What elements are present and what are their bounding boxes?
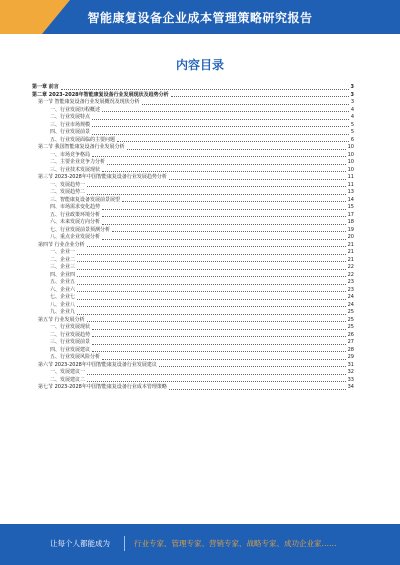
toc-entry-page: 11 [347,181,354,188]
toc-entry-page: 13 [347,189,354,195]
toc-entry-label: 八、重点企业发展分析 [50,234,101,240]
toc-entry-page: 27 [347,339,354,345]
toc-leader-dots [92,335,346,337]
toc-leader-dots [122,200,346,202]
toc-entry-page: 23 [347,286,354,293]
toc-entry[interactable] [32,264,354,272]
toc-entry-label: 第一章 前言 [32,84,59,90]
toc-entry-page: 22 [347,264,354,270]
toc-entry-page: 28 [347,346,354,353]
toc-entry[interactable] [32,114,354,122]
toc-entry[interactable] [32,369,354,377]
footer-divider [124,536,125,551]
toc-leader-dots [77,260,346,262]
toc-leader-dots [107,163,346,165]
toc-leader-dots [92,155,346,157]
toc-leader-dots [87,245,346,247]
toc-entry-page: 24 [347,294,354,300]
toc-entry-label: 第二章 2023-2028年智能康复设备行业发展现状及趋势分析 [32,91,169,98]
toc-entry-page: 21 [347,249,354,255]
toc-leader-dots [102,110,349,112]
toc-leader-dots [87,193,346,195]
toc-leader-dots [102,215,346,217]
toc-entry[interactable] [32,84,354,92]
toc-leader-dots [169,178,346,180]
toc-entry-label: 第六节 2023-2028年中国智能康复设备行业发展建议 [38,361,157,368]
footer-slogan-right: 行业专家、管理专家、营销专家、战略专家、成功企业家…… [134,539,337,548]
toc-entry-label: 第四节 行业企业分析 [38,241,85,248]
toc-entry-label: 二、发展趋势二 [50,189,86,195]
toc-entry[interactable] [32,144,354,152]
footer-slogan-left: 让每个人都能成为 [50,539,110,548]
toc-leader-dots [77,268,346,270]
toc-entry[interactable] [32,332,354,340]
toc-entry-page: 17 [347,211,354,218]
toc-entry[interactable] [32,219,354,227]
toc-entry-page: 3 [350,91,354,98]
toc-leader-dots [87,320,346,322]
toc-entry[interactable] [32,272,354,280]
toc-leader-dots [92,125,349,127]
toc-entry-label: 七、行业发展前景预测分析 [50,226,111,233]
toc-entry-page: 18 [347,219,354,225]
page-footer [0,524,400,565]
toc-leader-dots [77,275,346,277]
toc-leader-dots [102,358,346,360]
toc-entry-page: 3 [350,99,354,105]
toc-entry[interactable] [32,377,354,385]
toc-entry-label: 第七节 2023-2028年中国智能康复设备行业成本管理策略 [38,384,167,390]
toc-entry[interactable] [32,279,354,287]
toc-entry-page: 21 [347,241,354,248]
toc-entry-page: 25 [347,309,354,315]
toc-entry[interactable] [32,159,354,167]
toc-leader-dots [87,185,346,187]
toc-entry-page: 29 [347,354,354,360]
toc-leader-dots [112,230,346,232]
toc-leader-dots [92,343,346,345]
toc-entry[interactable] [32,324,354,332]
toc-entry[interactable] [32,347,354,355]
toc-entry-label: 五、行业发展风险分析 [50,354,101,360]
toc-entry-page: 25 [347,316,354,323]
toc-entry-page: 21 [347,256,354,263]
toc-entry-label: 一、发展趋势一 [50,181,86,188]
toc-entry-label: 四、行业发展建议 [50,346,91,353]
toc-leader-dots [87,380,346,382]
toc-entry[interactable] [32,227,354,235]
toc-entry-label: 八、企业八 [50,301,76,308]
toc-entry-label: 一、市场竞争格局 [50,151,91,158]
toc-leader-dots [77,290,346,292]
toc-entry[interactable] [32,339,354,347]
toc-entry[interactable] [32,287,354,295]
toc-entry[interactable] [32,189,354,197]
toc-entry-page: 26 [347,331,354,338]
toc-entry-label: 一、行业发展现状 [50,324,91,330]
toc-entry-label: 三、行业市场规模 [50,121,91,128]
toc-entry-page: 5 [350,129,354,135]
toc-leader-dots [77,253,346,255]
toc-entry-label: 一、发展建议一 [50,369,86,375]
toc-entry-label: 九、企业九 [50,309,76,315]
toc-leader-dots [102,208,346,210]
toc-entry-label: 五、企业五 [50,279,76,285]
toc-entry-page: 24 [347,301,354,308]
toc-entry-label: 第二节 我国智能康复设备行业发展分析 [38,144,125,150]
toc-entry-label: 三、企业三 [50,264,76,270]
toc-entry[interactable] [32,317,354,325]
toc-leader-dots [171,95,349,97]
toc-entry-page: 33 [347,376,354,383]
toc-entry[interactable] [32,152,354,160]
toc-entry[interactable] [32,92,354,100]
toc-entry-label: 六、企业六 [50,286,76,293]
toc-entry-page: 4 [350,114,354,120]
toc-entry[interactable] [32,249,354,257]
toc-entry-page: 23 [347,279,354,285]
toc-leader-dots [92,118,349,120]
toc-entry[interactable] [32,99,354,107]
toc-leader-dots [169,388,346,390]
toc-entry-page: 10 [347,166,354,173]
toc-entry[interactable] [32,354,354,362]
toc-entry[interactable] [32,197,354,205]
toc-entry-label: 三、智能康复设备发展前景展望 [50,196,121,203]
toc-leader-dots [102,170,346,172]
toc-entry-page: 5 [350,121,354,128]
toc-entry-label: 七、企业七 [50,294,76,300]
toc-leader-dots [77,313,346,315]
toc-entry-label: 二、行业发展趋势 [50,331,91,338]
toc-entry[interactable] [32,234,354,242]
toc-entry-page: 10 [347,151,354,158]
toc-entry[interactable] [32,174,354,182]
toc-leader-dots [77,283,346,285]
toc-entry-label: 二、发展建议二 [50,376,86,383]
toc-entry-label: 四、企业四 [50,271,76,278]
toc-leader-dots [92,350,346,352]
toc-leader-dots [127,148,346,150]
toc-entry-label: 二、企业二 [50,256,76,263]
toc-entry[interactable] [32,242,354,250]
toc-entry-label: 五、行业政策环境分析 [50,211,101,218]
toc-entry-page: 19 [347,226,354,233]
toc-entry-label: 四、行业发展前景 [50,129,91,135]
toc-leader-dots [142,103,349,105]
toc-entry-label: 一、企业一 [50,249,76,255]
toc-leader-dots [102,238,346,240]
toc-entry[interactable] [32,362,354,370]
toc-entry[interactable] [32,309,354,317]
toc-leader-dots [92,133,349,135]
toc-leader-dots [117,140,349,142]
toc-entry-label: 第一节 智能康复设备行业发展概况及现状分析 [38,99,140,105]
toc-entry-page: 25 [347,324,354,330]
toc-entry-page: 6 [350,136,354,143]
toc-entry-label: 二、行业发展特点 [50,114,91,120]
toc-entry[interactable] [32,204,354,212]
toc-leader-dots [61,88,349,90]
toc-leader-dots [159,365,346,367]
toc-entry[interactable] [32,294,354,302]
toc-heading: 内容目录 [175,58,224,72]
toc-entry-label: 五、行业发展面临的主要问题 [50,136,116,143]
table-of-contents [32,84,354,392]
toc-entry[interactable] [32,107,354,115]
toc-entry-page: 20 [347,234,354,240]
toc-entry-label: 一、行业发展历程概述 [50,106,101,113]
report-title: 智能康复设备企业成本管理策略研究报告 [87,11,313,25]
toc-entry-label: 六、未来发展方向分析 [50,219,101,225]
toc-entry-page: 34 [347,384,354,390]
toc-entry-page: 10 [347,159,354,165]
toc-entry[interactable] [32,137,354,145]
toc-entry-page: 32 [347,369,354,375]
toc-entry[interactable] [32,257,354,265]
toc-entry-label: 第三节 2023-2028年中国智能康复设备行业发展趋势分析 [38,174,167,180]
toc-entry-label: 四、市场需求变化趋势 [50,204,101,210]
toc-entry-page: 22 [347,271,354,278]
toc-leader-dots [87,373,346,375]
toc-entry-label: 三、行业技术发展现状 [50,166,101,173]
toc-entry-page: 15 [347,204,354,210]
toc-entry[interactable] [32,302,354,310]
toc-leader-dots [77,298,346,300]
toc-entry-label: 二、主要企业竞争力分析 [50,159,106,165]
toc-entry[interactable] [32,122,354,130]
toc-entry-page: 14 [347,196,354,203]
toc-entry-page: 4 [350,106,354,113]
toc-entry-page: 10 [347,144,354,150]
toc-entry[interactable] [32,212,354,220]
toc-entry-page: 11 [347,174,354,180]
toc-entry[interactable] [32,182,354,190]
page-header [0,0,400,34]
toc-leader-dots [92,328,346,330]
toc-entry[interactable] [32,129,354,137]
toc-leader-dots [77,305,346,307]
toc-entry-page: 3 [350,84,354,90]
toc-entry-label: 第五节 行业发展分析 [38,316,85,323]
toc-entry[interactable] [32,167,354,175]
toc-entry-label: 三、行业发展前景 [50,339,91,345]
toc-entry[interactable] [32,384,354,392]
toc-entry-page: 31 [347,361,354,368]
toc-leader-dots [102,223,346,225]
